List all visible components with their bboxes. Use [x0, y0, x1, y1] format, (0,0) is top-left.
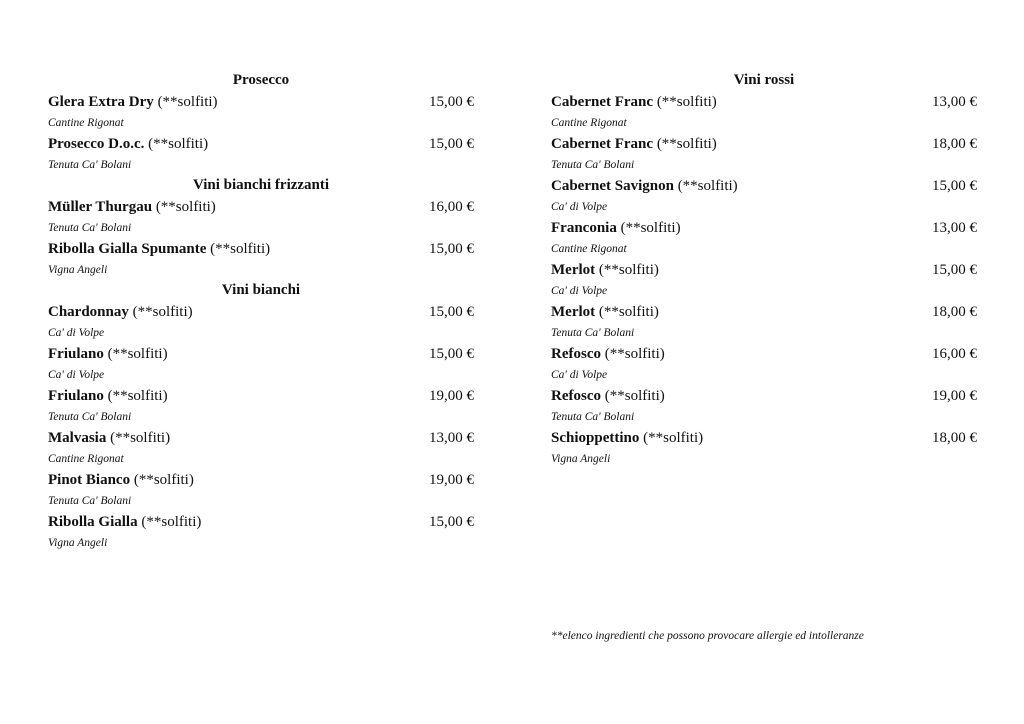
sulfites-note: (**solfiti) — [598, 304, 659, 320]
wine-producer: Cantine Rigonat — [551, 243, 627, 255]
wine-label — [48, 91, 218, 113]
wine-item — [48, 427, 474, 449]
wine-name: Chardonnay — [48, 304, 129, 320]
wine-label — [48, 385, 168, 407]
sulfites-note: (**solfiti) — [141, 514, 202, 530]
wine-label — [551, 301, 659, 323]
sulfites-note: (**solfiti) — [110, 430, 171, 446]
wine-producer: Vigna Angeli — [48, 537, 108, 549]
wine-price: 15,00 € — [429, 241, 474, 257]
menu-section — [551, 70, 977, 469]
sulfites-note: (**solfiti) — [155, 199, 216, 215]
wine-price: 19,00 € — [429, 388, 474, 404]
wine-name: Refosco — [551, 388, 601, 404]
section-title: Vini rossi — [733, 72, 795, 88]
wine-item — [551, 91, 977, 113]
wine-label — [48, 133, 208, 155]
wine-item — [551, 385, 977, 407]
wine-price: 15,00 € — [429, 346, 474, 362]
wine-name: Cabernet Franc — [551, 136, 654, 152]
wine-item — [551, 427, 977, 449]
wine-label — [551, 385, 665, 407]
wine-item — [48, 91, 474, 113]
wine-producer: Ca' di Volpe — [551, 201, 608, 213]
wine-producer: Tenuta Ca' Bolani — [551, 159, 635, 171]
wine-label — [551, 133, 717, 155]
wine-price: 13,00 € — [932, 94, 977, 110]
wine-name: Ribolla Gialla — [48, 514, 138, 530]
wine-producer: Cantine Rigonat — [551, 117, 627, 129]
wine-item — [48, 133, 474, 155]
wine-item — [48, 301, 474, 323]
wine-item — [48, 469, 474, 491]
wine-producer: Vigna Angeli — [551, 453, 611, 465]
menu-section — [48, 70, 474, 175]
wine-label — [551, 259, 659, 281]
wine-label — [48, 511, 201, 533]
wine-item — [551, 175, 977, 197]
wine-name: Müller Thurgau — [48, 199, 153, 215]
sulfites-note: (**solfiti) — [656, 94, 717, 110]
allergen-footnote: **elenco ingredienti che possono provocare allergie ed intolleranze — [551, 630, 864, 642]
wine-price: 18,00 € — [932, 304, 977, 320]
wine-price: 15,00 € — [932, 178, 977, 194]
wine-producer: Ca' di Volpe — [48, 327, 105, 339]
wine-label — [48, 427, 170, 449]
wine-price: 15,00 € — [932, 262, 977, 278]
wine-price: 15,00 € — [429, 136, 474, 152]
left-column — [48, 70, 474, 553]
wine-price: 16,00 € — [932, 346, 977, 362]
wine-name: Glera Extra Dry — [48, 94, 154, 110]
menu-section — [48, 175, 474, 280]
wine-price: 15,00 € — [429, 514, 474, 530]
wine-label — [48, 301, 193, 323]
wine-item — [48, 196, 474, 218]
wine-name: Cabernet Franc — [551, 94, 654, 110]
wine-producer: Tenuta Ca' Bolani — [48, 159, 132, 171]
wine-producer: Ca' di Volpe — [48, 369, 105, 381]
wine-label — [48, 469, 194, 491]
sulfites-note: (**solfiti) — [643, 430, 704, 446]
wine-item — [551, 217, 977, 239]
wine-name: Merlot — [551, 262, 596, 278]
wine-price: 18,00 € — [932, 430, 977, 446]
wine-price: 13,00 € — [429, 430, 474, 446]
wine-price: 15,00 € — [429, 304, 474, 320]
sulfites-note: (**solfiti) — [604, 346, 665, 362]
section-title: Prosecco — [232, 72, 290, 88]
right-column — [551, 70, 977, 469]
wine-item — [48, 343, 474, 365]
wine-price: 15,00 € — [429, 94, 474, 110]
wine-name: Schioppettino — [551, 430, 640, 446]
wine-label — [551, 217, 681, 239]
sulfites-note: (**solfiti) — [598, 262, 659, 278]
sulfites-note: (**solfiti) — [210, 241, 271, 257]
wine-item — [48, 385, 474, 407]
wine-producer: Tenuta Ca' Bolani — [48, 495, 132, 507]
wine-name: Cabernet Savignon — [551, 178, 674, 194]
wine-label — [48, 343, 168, 365]
sulfites-note: (**solfiti) — [107, 346, 168, 362]
sulfites-note: (**solfiti) — [133, 472, 194, 488]
wine-price: 19,00 € — [932, 388, 977, 404]
wine-name: Friulano — [48, 346, 104, 362]
wine-item — [551, 343, 977, 365]
sulfites-note: (**solfiti) — [620, 220, 681, 236]
wine-label — [551, 427, 703, 449]
section-title: Vini bianchi frizzanti — [192, 177, 330, 193]
wine-name: Refosco — [551, 346, 601, 362]
wine-label — [48, 238, 270, 260]
wine-producer: Tenuta Ca' Bolani — [551, 327, 635, 339]
wine-price: 19,00 € — [429, 472, 474, 488]
wine-producer: Ca' di Volpe — [551, 369, 608, 381]
wine-producer: Vigna Angeli — [48, 264, 108, 276]
wine-label — [551, 343, 665, 365]
wine-price: 18,00 € — [932, 136, 977, 152]
sulfites-note: (**solfiti) — [107, 388, 168, 404]
wine-name: Ribolla Gialla Spumante — [48, 241, 207, 257]
wine-producer: Tenuta Ca' Bolani — [48, 222, 132, 234]
wine-producer: Ca' di Volpe — [551, 285, 608, 297]
wine-name: Pinot Bianco — [48, 472, 131, 488]
wine-name: Merlot — [551, 304, 596, 320]
sulfites-note: (**solfiti) — [157, 94, 218, 110]
wine-label — [48, 196, 216, 218]
wine-label — [551, 175, 738, 197]
wine-item — [551, 259, 977, 281]
sulfites-note: (**solfiti) — [677, 178, 738, 194]
wine-name: Malvasia — [48, 430, 107, 446]
wine-name: Friulano — [48, 388, 104, 404]
sulfites-note: (**solfiti) — [656, 136, 717, 152]
sulfites-note: (**solfiti) — [132, 304, 193, 320]
wine-producer: Tenuta Ca' Bolani — [551, 411, 635, 423]
section-title: Vini bianchi — [221, 282, 301, 298]
wine-price: 16,00 € — [429, 199, 474, 215]
wine-producer: Tenuta Ca' Bolani — [48, 411, 132, 423]
wine-item — [551, 133, 977, 155]
wine-item — [48, 238, 474, 260]
wine-price: 13,00 € — [932, 220, 977, 236]
wine-name: Prosecco D.o.c. — [48, 136, 145, 152]
sulfites-note: (**solfiti) — [604, 388, 665, 404]
wine-label — [551, 91, 717, 113]
menu-section — [48, 280, 474, 553]
wine-name: Franconia — [551, 220, 617, 236]
wine-item — [551, 301, 977, 323]
wine-producer: Cantine Rigonat — [48, 117, 124, 129]
wine-item — [48, 511, 474, 533]
wine-producer: Cantine Rigonat — [48, 453, 124, 465]
sulfites-note: (**solfiti) — [148, 136, 209, 152]
